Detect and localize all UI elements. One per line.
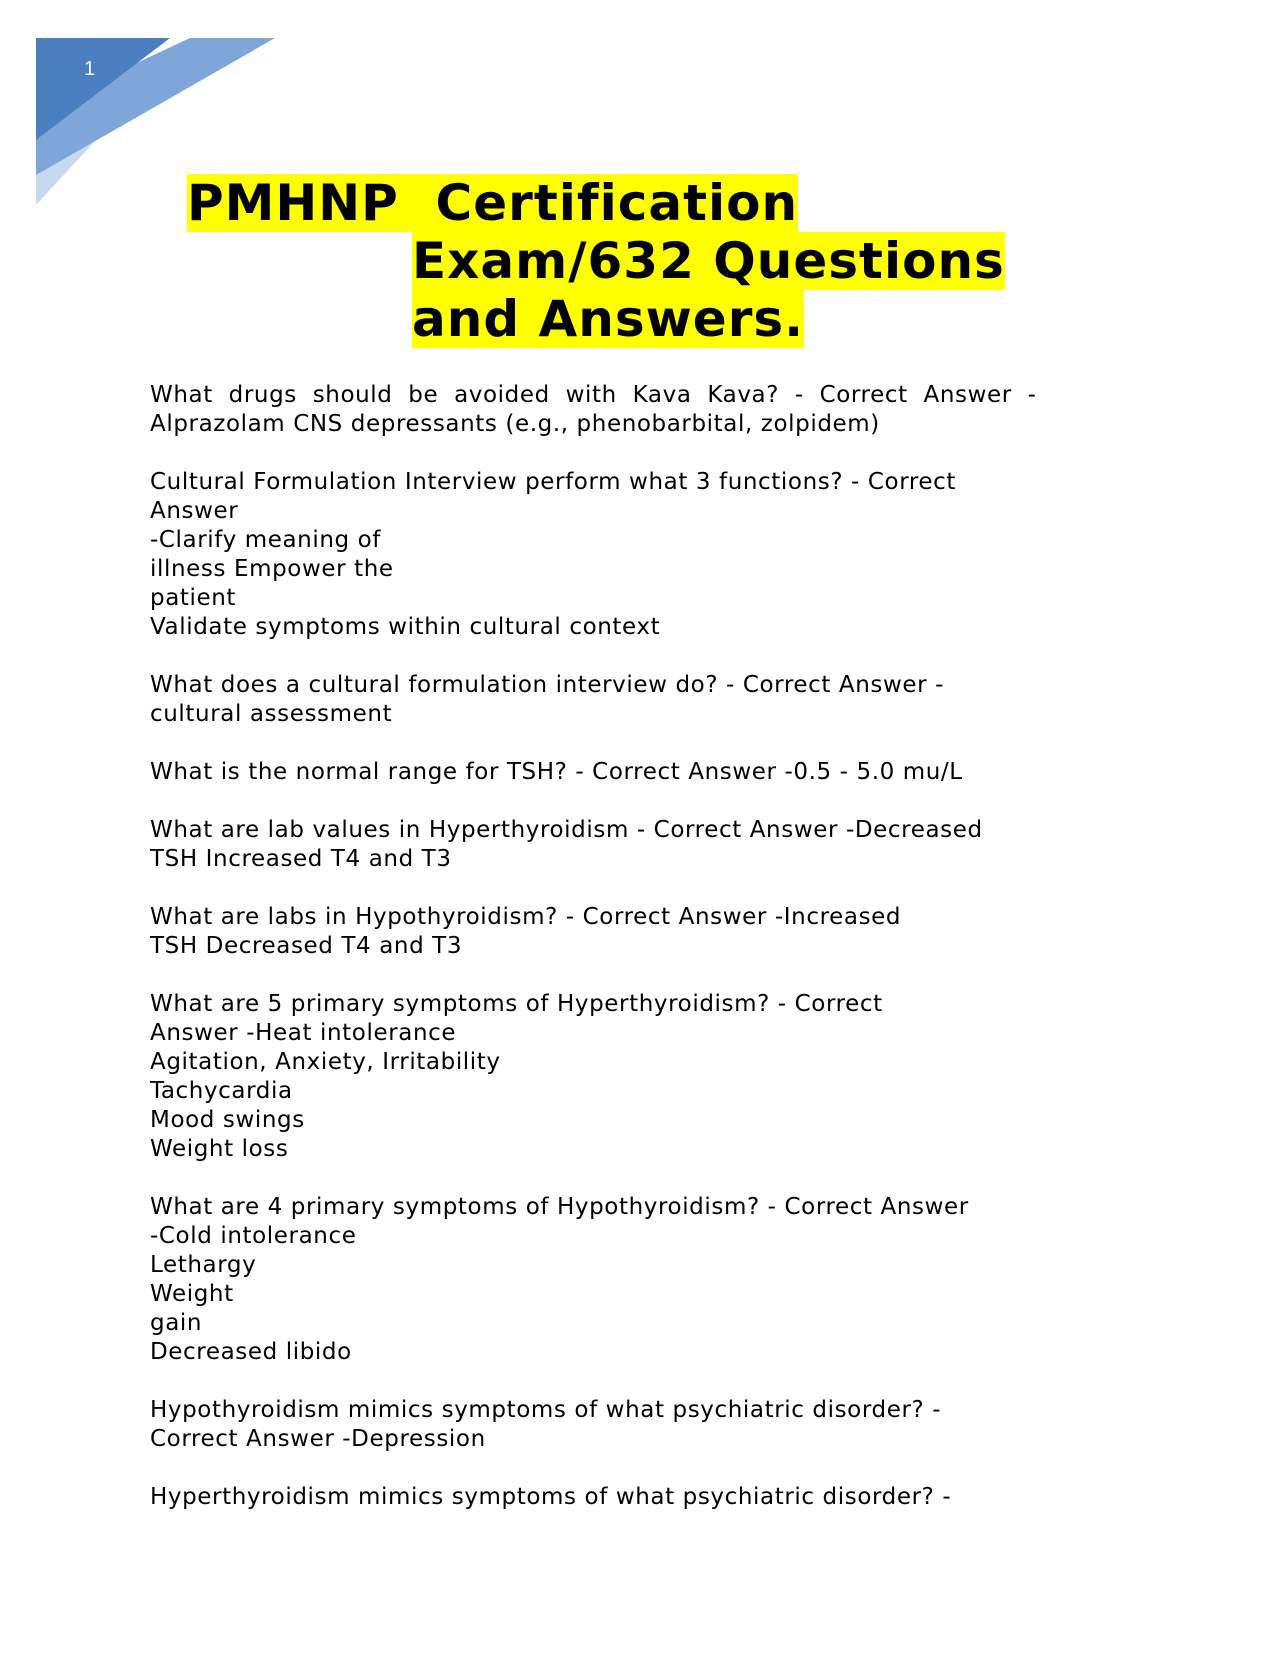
qa-block: [150, 758, 1150, 787]
qa-block: [150, 816, 1150, 874]
qa-block: [150, 671, 1150, 729]
qa-line: Agitation, Anxiety, Irritability: [150, 1049, 501, 1075]
qa-line: Cultural Formulation Interview perform what 3 functions? - Correct: [150, 469, 957, 495]
qa-line: What is the normal range for TSH? - Correct Answer -0.5 - 5.0 mu/L: [150, 759, 963, 785]
qa-line: What does a cultural formulation interview do? - Correct Answer -: [150, 672, 945, 698]
qa-line: What are lab values in Hyperthyroidism - Correct Answer -Decreased: [150, 817, 983, 843]
qa-line: patient: [150, 585, 237, 611]
qa-line: Tachycardia: [150, 1078, 293, 1104]
qa-content: [150, 381, 1150, 1541]
qa-line: Weight: [150, 1281, 234, 1307]
qa-block: [150, 990, 1150, 1164]
qa-line: cultural assessment: [150, 701, 393, 727]
qa-line: Hyperthyroidism mimics symptoms of what psychiatric disorder? -: [150, 1484, 952, 1510]
qa-line: Correct Answer -Depression: [150, 1426, 486, 1452]
qa-block: [150, 1193, 1150, 1367]
qa-line: -Cold intolerance: [150, 1223, 357, 1249]
qa-block: [150, 1483, 1150, 1512]
qa-line: -Clarify meaning of: [150, 527, 381, 553]
qa-line: illness Empower the: [150, 556, 394, 582]
qa-line: Decreased libido: [150, 1339, 352, 1365]
qa-line: Lethargy: [150, 1252, 257, 1278]
qa-line: Weight loss: [150, 1136, 289, 1162]
title-line-3: [412, 290, 804, 348]
title-line-3-text: and Answers.: [412, 290, 805, 348]
qa-line: What are 5 primary symptoms of Hyperthyroidism? - Correct: [150, 991, 883, 1017]
qa-line: What are labs in Hypothyroidism? - Correct Answer -Increased: [150, 904, 902, 930]
qa-line: What are 4 primary symptoms of Hypothyroidism? - Correct Answer: [150, 1194, 969, 1220]
title-line-1: [187, 174, 798, 232]
qa-block: [150, 381, 1150, 439]
qa-line: gain: [150, 1310, 203, 1336]
qa-block: [150, 468, 1150, 642]
title-line-2: [412, 232, 1005, 290]
qa-line: What drugs should be avoided with Kava Kava? - Correct Answer -: [150, 382, 1037, 408]
qa-block: [150, 903, 1150, 961]
qa-block: [150, 1396, 1150, 1454]
qa-line: Answer -Heat intolerance: [150, 1020, 457, 1046]
page-number: 1: [84, 58, 96, 80]
qa-line: Answer: [150, 498, 239, 524]
qa-line: Alprazolam CNS depressants (e.g., phenobarbital, zolpidem): [150, 411, 880, 437]
title-line-2-text: Exam/632 Questions: [412, 232, 1005, 290]
qa-line: Hypothyroidism mimics symptoms of what psychiatric disorder? -: [150, 1397, 942, 1423]
qa-line: TSH Increased T4 and T3: [150, 846, 452, 872]
qa-line: Validate symptoms within cultural context: [150, 614, 661, 640]
qa-line: TSH Decreased T4 and T3: [150, 933, 463, 959]
qa-line: Mood swings: [150, 1107, 305, 1133]
title-line-1-text: PMHNP Certification: [187, 174, 799, 232]
